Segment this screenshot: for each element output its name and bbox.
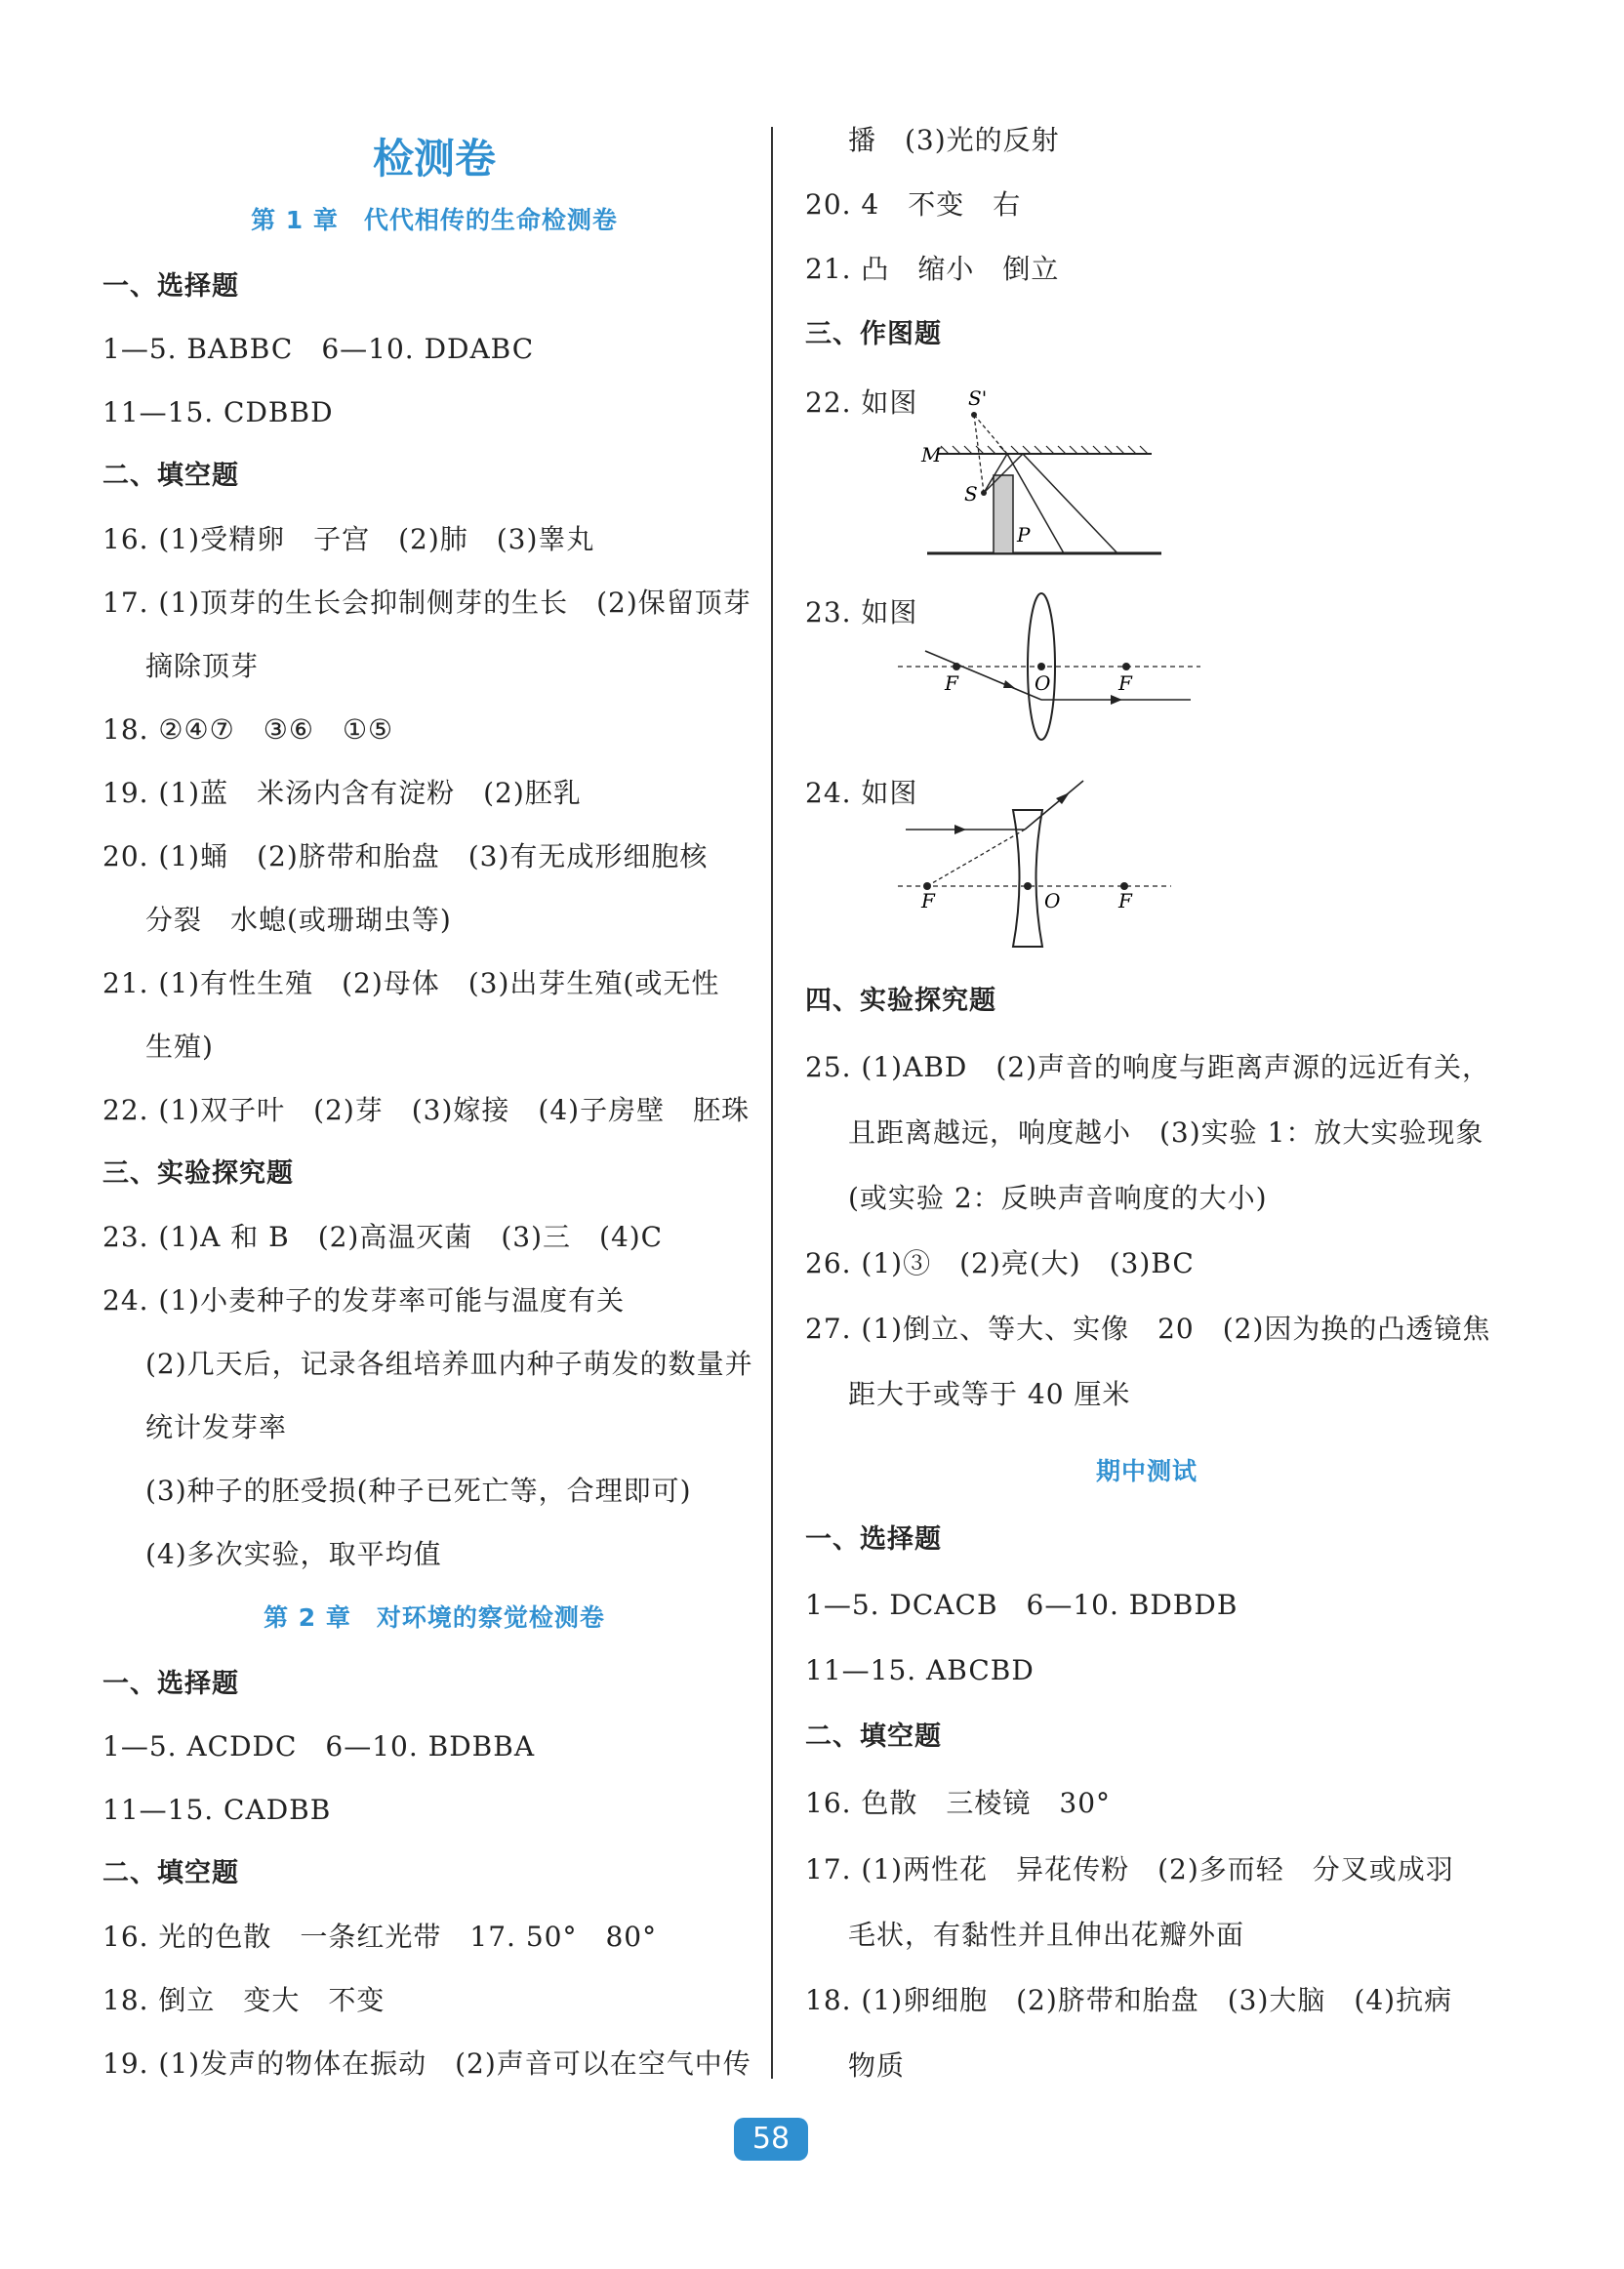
- ch1-answer-11-15: 11—15. CDBBD: [102, 396, 334, 428]
- fig24-label-o: O: [1044, 889, 1061, 912]
- fig23-label-f-right: F: [1118, 671, 1132, 695]
- obstacle-block: [994, 475, 1013, 553]
- ch1-answer-24: 24. (1)小麦种子的发芽率可能与温度有关: [102, 1284, 626, 1317]
- ch1-section-experiment: 三、实验探究题: [102, 1158, 294, 1189]
- mid-answer-16: 16. 色散 三棱镜 30°: [805, 1787, 1112, 1819]
- ch1-answer-24-2-cont: 统计发芽率: [145, 1411, 288, 1443]
- ch2-section-fill: 二、填空题: [102, 1858, 239, 1888]
- mid-answer-17-cont: 毛状，有黏性并且伸出花瓣外面: [848, 1919, 1245, 1951]
- mid-answer-17: 17. (1)两性花 异花传粉 (2)多而轻 分叉或成羽: [805, 1853, 1454, 1885]
- fig23-label-o: O: [1035, 671, 1051, 695]
- ch2-answer-21: 21. 凸 缩小 倒立: [805, 253, 1060, 285]
- ch2-answer-23: 23. 如图: [805, 596, 918, 628]
- ch1-answer-17-cont: 摘除顶芽: [145, 650, 260, 682]
- ch1-answer-19: 19. (1)蓝 米汤内含有淀粉 (2)胚乳: [102, 777, 582, 809]
- ch1-section-choice: 一、选择题: [102, 271, 239, 302]
- ch2-answer-22: 22. 如图: [805, 386, 918, 419]
- fig22-label-s: S: [964, 482, 978, 506]
- ch1-answer-20: 20. (1)蛹 (2)脐带和胎盘 (3)有无成形细胞核: [102, 840, 709, 872]
- fig23-label-f-left: F: [945, 671, 958, 695]
- fig24-label-f-left: F: [921, 889, 935, 912]
- ch2-answer-20: 20. 4 不变 右: [805, 188, 1022, 221]
- mid-answer-1-10: 1—5. DCACB 6—10. BDBDB: [805, 1589, 1238, 1621]
- convex-lens-figure: [898, 590, 1210, 751]
- column-divider: [771, 127, 773, 2079]
- ch2-section-experiment: 四、实验探究题: [805, 986, 996, 1016]
- ch2-answer-11-15: 11—15. CADBB: [102, 1794, 332, 1826]
- ch1-answer-21: 21. (1)有性生殖 (2)母体 (3)出芽生殖(或无性: [102, 967, 720, 999]
- chapter1-heading: 第 1 章 代代相传的生命检测卷: [251, 206, 618, 234]
- ch1-answer-17: 17. (1)顶芽的生长会抑制侧芽的生长 (2)保留顶芽: [102, 587, 751, 619]
- ch1-answer-24-2: (2)几天后，记录各组培养皿内种子萌发的数量并: [145, 1348, 753, 1380]
- mid-answer-18-cont: 物质: [848, 2049, 906, 2082]
- ch2-answer-25: 25. (1)ABD (2)声音的响度与距离声源的远近有关，: [805, 1051, 1491, 1083]
- ch1-answer-20-cont: 分裂 水螅(或珊瑚虫等): [145, 904, 452, 936]
- concave-lens-figure: [898, 771, 1181, 956]
- fig22-label-s-prime: S': [968, 386, 988, 410]
- ch2-answer-19-cont: 播 (3)光的反射: [848, 124, 1060, 156]
- mid-answer-11-15: 11—15. ABCBD: [805, 1654, 1035, 1686]
- ch2-answer-27: 27. (1)倒立、等大、实像 20 (2)因为换的凸透镜焦: [805, 1313, 1491, 1345]
- fig22-label-p: P: [1017, 523, 1031, 547]
- ch2-answer-25-cont2: (或实验 2：反映声音响度的大小): [848, 1182, 1268, 1214]
- ch2-section-drawing: 三、作图题: [805, 319, 942, 349]
- page-title: 检测卷: [372, 135, 496, 182]
- mid-section-fill: 二、填空题: [805, 1722, 942, 1752]
- ch2-answer-27-cont: 距大于或等于 40 厘米: [848, 1378, 1131, 1410]
- ch1-answer-24-4: (4)多次实验，取平均值: [145, 1538, 442, 1570]
- chapter2-heading: 第 2 章 对环境的察觉检测卷: [264, 1603, 605, 1632]
- ch2-answer-24: 24. 如图: [805, 777, 918, 809]
- ch2-answer-25-cont: 且距离越远，响度越小 (3)实验 1：放大实验现象: [848, 1116, 1484, 1149]
- ch1-answer-23: 23. (1)A 和 B (2)高温灭菌 (3)三 (4)C: [102, 1221, 664, 1253]
- ch1-answer-18: 18. ②④⑦ ③⑥ ①⑤: [102, 713, 394, 746]
- mirror-reflection-figure: [917, 385, 1171, 561]
- ch2-answer-1-10: 1—5. ACDDC 6—10. BDBBA: [102, 1730, 536, 1763]
- ch1-answer-24-3: (3)种子的胚受损(种子已死亡等，合理即可): [145, 1475, 692, 1507]
- ch2-section-choice: 一、选择题: [102, 1669, 239, 1699]
- ch1-answer-1-10: 1—5. BABBC 6—10. DDABC: [102, 333, 535, 365]
- ch1-answer-21-cont: 生殖): [145, 1031, 214, 1063]
- ch2-answer-19: 19. (1)发声的物体在振动 (2)声音可以在空气中传: [102, 2047, 751, 2080]
- ch2-answer-18: 18. 倒立 变大 不变: [102, 1984, 386, 2016]
- ch1-answer-22: 22. (1)双子叶 (2)芽 (3)嫁接 (4)子房壁 胚珠: [102, 1094, 751, 1126]
- ch2-answer-26: 26. (1)③ (2)亮(大) (3)BC: [805, 1247, 1195, 1279]
- mid-section-choice: 一、选择题: [805, 1524, 942, 1555]
- ch2-answer-16-17: 16. 光的色散 一条红光带 17. 50° 80°: [102, 1921, 658, 1953]
- midterm-heading: 期中测试: [1095, 1457, 1198, 1485]
- page-number: 58: [734, 2118, 808, 2161]
- fig22-label-m: M: [921, 443, 942, 466]
- fig24-label-f-right: F: [1118, 889, 1132, 912]
- mid-answer-18: 18. (1)卵细胞 (2)脐带和胎盘 (3)大脑 (4)抗病: [805, 1984, 1453, 2016]
- ch1-answer-16: 16. (1)受精卵 子宫 (2)肺 (3)睾丸: [102, 523, 595, 555]
- concave-lens: [1013, 810, 1042, 947]
- ch1-section-fill: 二、填空题: [102, 461, 239, 491]
